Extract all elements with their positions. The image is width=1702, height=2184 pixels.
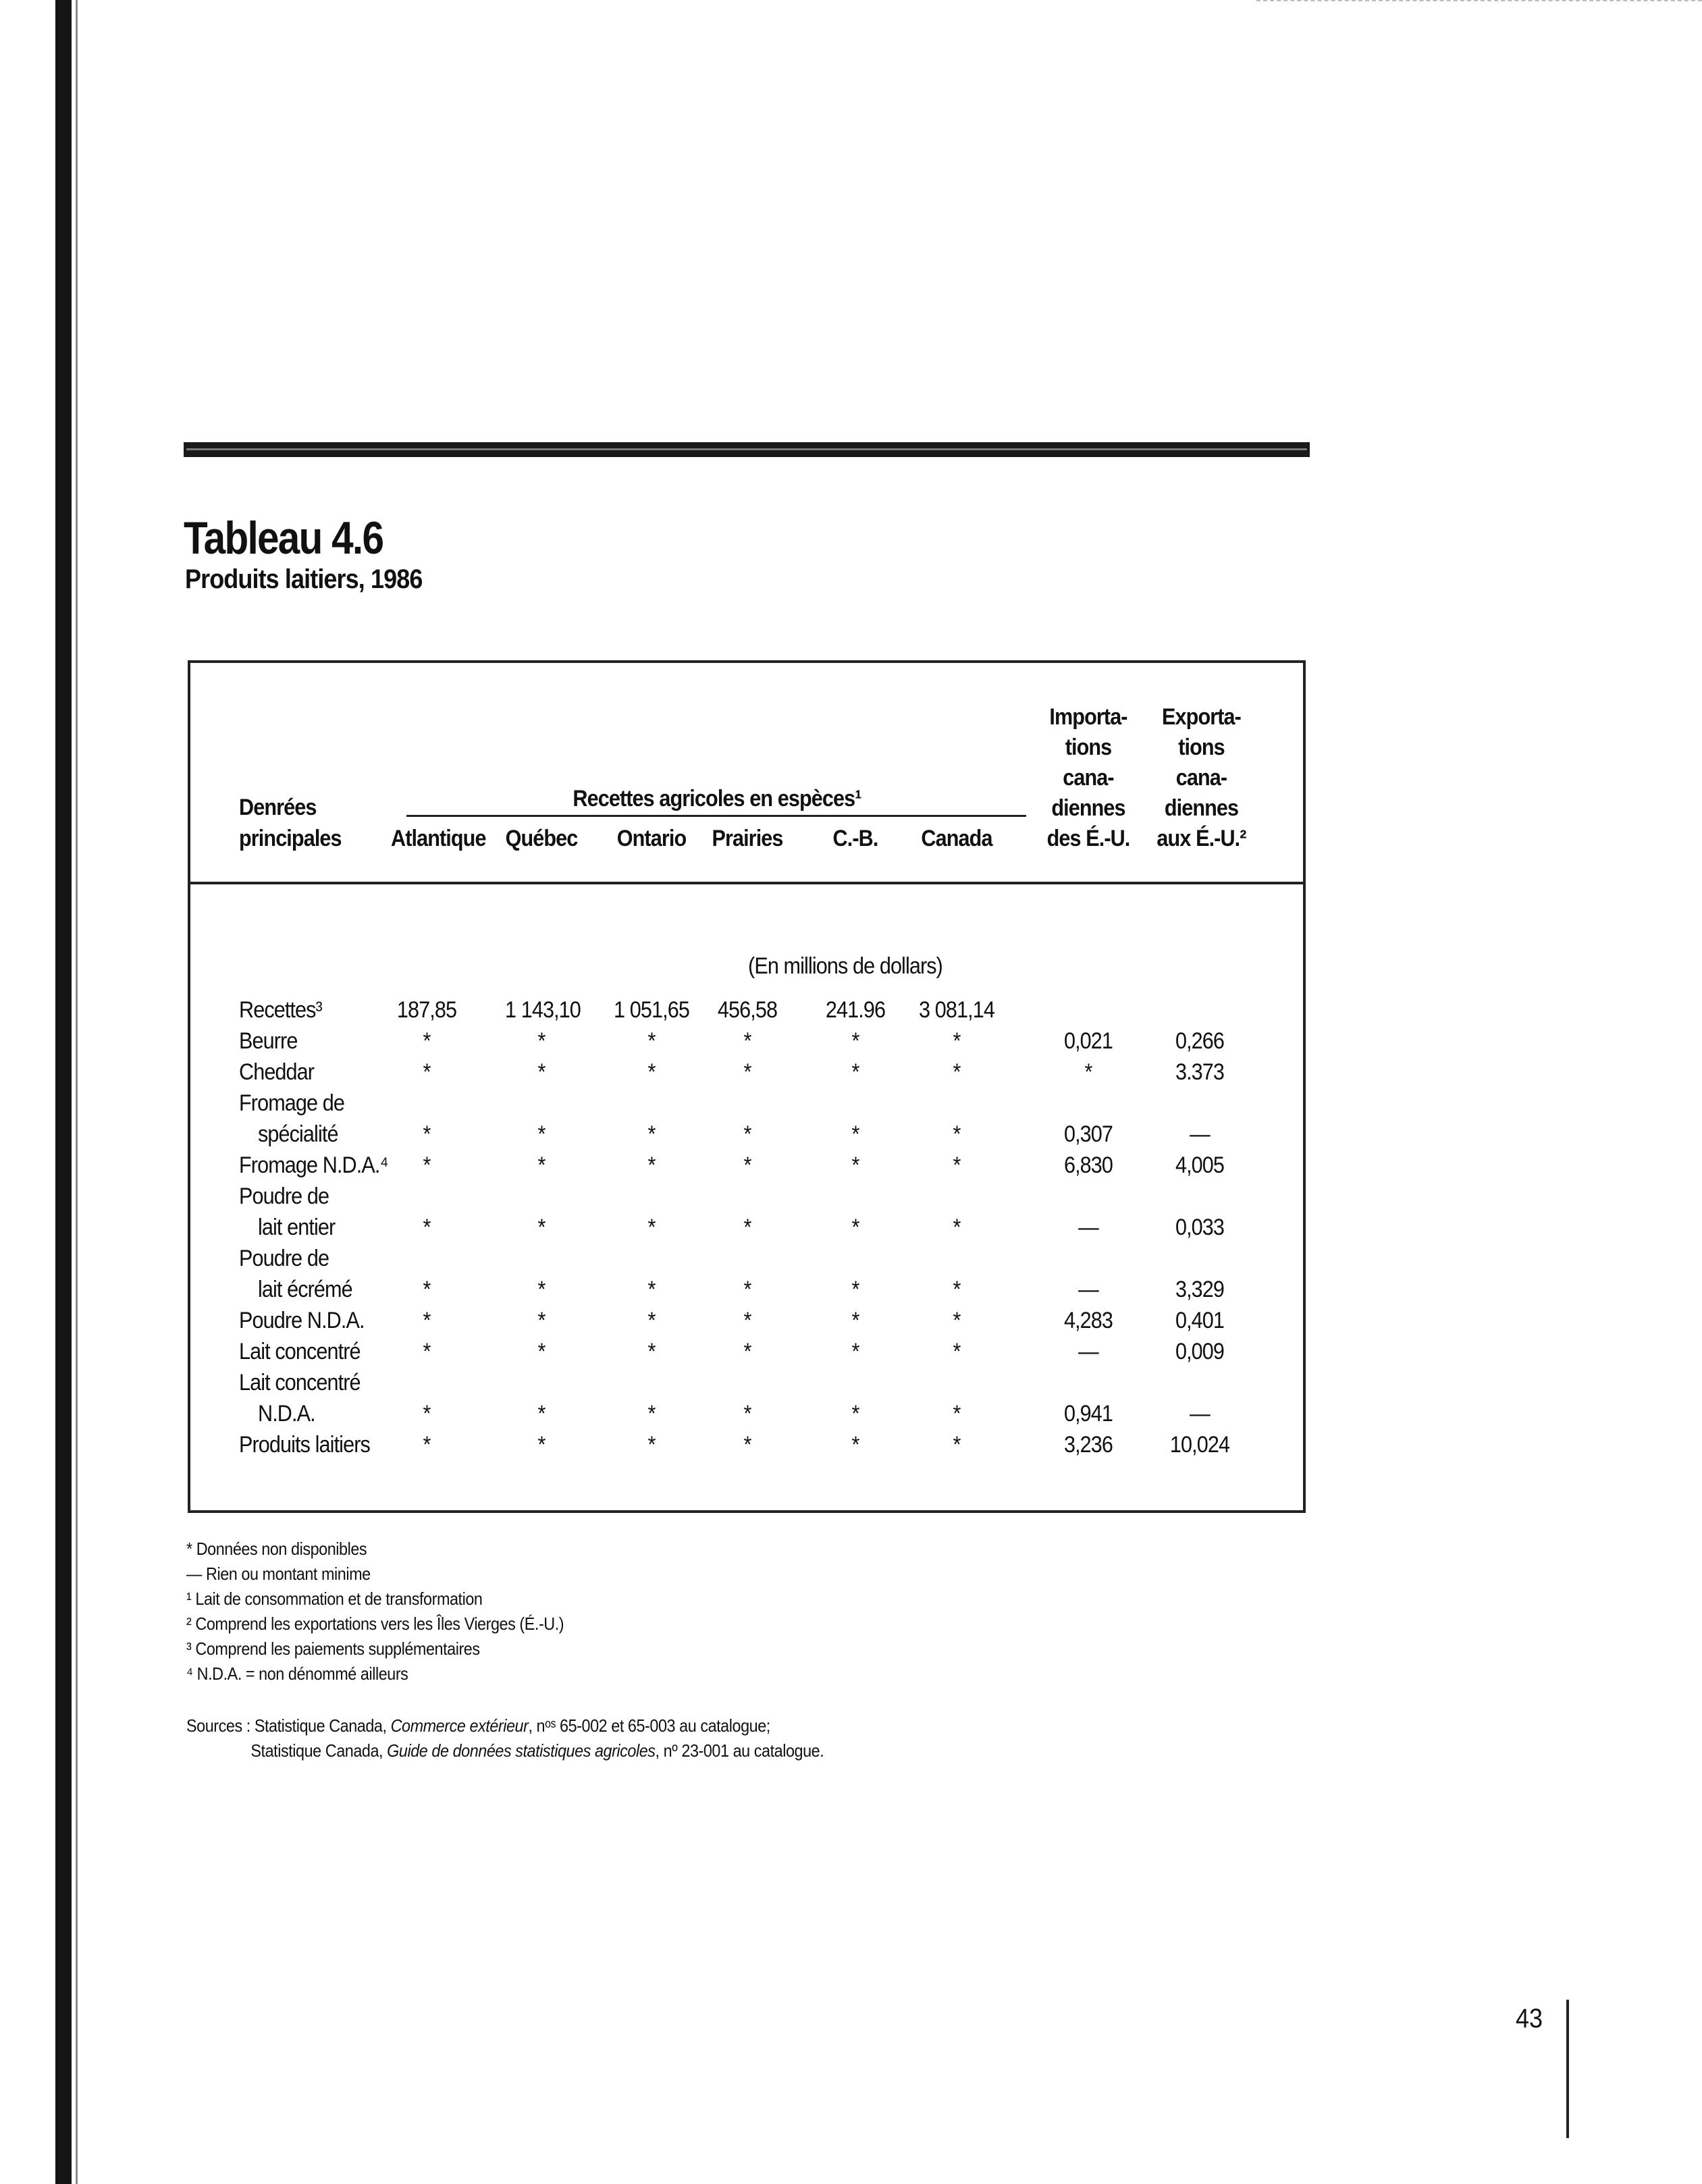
row-label: Fromage de	[239, 1090, 344, 1116]
col-header-ontario: Ontario	[616, 826, 687, 851]
data-table	[188, 660, 1306, 1513]
table-cell: 0,307	[1063, 1121, 1113, 1147]
table-cell: 3,329	[1175, 1277, 1225, 1302]
table-cell: *	[953, 1152, 961, 1178]
binding-line	[76, 0, 78, 2184]
binding-edge	[55, 0, 72, 2184]
unit-label: (En millions de dollars)	[748, 953, 942, 979]
row-label-continued: lait entier	[258, 1215, 336, 1240]
table-cell: 1 143,10	[505, 997, 581, 1023]
table-cell: *	[647, 1339, 656, 1364]
table-cell: *	[851, 1339, 859, 1364]
table-cell: *	[743, 1121, 751, 1147]
table-cell: *	[647, 1432, 656, 1458]
table-cell: *	[423, 1121, 431, 1147]
table-cell: 0,266	[1175, 1028, 1225, 1054]
table-row	[190, 1028, 1303, 1059]
table-row	[190, 1152, 1303, 1183]
table-row	[190, 1308, 1303, 1339]
col-header-commodity-2: principales	[239, 826, 342, 851]
footnotes	[186, 1537, 564, 1686]
table-cell: 0,941	[1063, 1401, 1113, 1427]
scan-artifact	[1256, 0, 1702, 4]
table-cell: *	[851, 1277, 859, 1302]
table-cell: 0,009	[1175, 1339, 1225, 1364]
header-rule	[184, 442, 1310, 457]
row-label: Beurre	[239, 1028, 298, 1054]
row-label: Poudre N.D.A.	[239, 1308, 365, 1333]
table-cell: *	[423, 1339, 431, 1364]
row-label-continued: N.D.A.	[258, 1401, 315, 1427]
table-cell: *	[537, 1059, 546, 1085]
table-cell: 3.373	[1175, 1059, 1225, 1085]
table-cell: *	[423, 1215, 431, 1240]
col-header-commodity-1: Denrées	[239, 795, 317, 820]
table-cell: —	[1078, 1339, 1098, 1364]
col-header-atlantique: Atlantique	[391, 826, 486, 851]
table-cell: 1 051,65	[614, 997, 689, 1023]
table-cell: 6,830	[1063, 1152, 1113, 1178]
table-cell: *	[647, 1059, 656, 1085]
footnote: — Rien ou montant minime	[186, 1564, 371, 1584]
table-cell: *	[647, 1401, 656, 1427]
table-cell: *	[423, 1308, 431, 1333]
table-cell: 456,58	[717, 997, 778, 1023]
row-label: Poudre de	[239, 1246, 329, 1271]
table-row	[190, 1432, 1303, 1463]
table-cell: 10,024	[1169, 1432, 1230, 1458]
table-cell: —	[1190, 1121, 1210, 1147]
row-label: Fromage N.D.A.⁴	[239, 1152, 388, 1178]
table-cell: *	[743, 1152, 751, 1178]
table-cell: *	[537, 1028, 546, 1054]
table-cell: —	[1190, 1401, 1210, 1427]
table-cell: *	[423, 1059, 431, 1085]
col-header-imports: Importa- tions cana- diennes des É.-U.	[1046, 704, 1130, 851]
row-label: Produits laitiers	[239, 1432, 370, 1458]
table-title: Tableau 4.6	[184, 512, 383, 564]
table-cell: *	[953, 1215, 961, 1240]
table-cell: *	[851, 1401, 859, 1427]
col-header-quebec: Québec	[505, 826, 578, 851]
table-cell: *	[953, 1401, 961, 1427]
col-header-exports: Exporta- tions cana- diennes aux É.-U.²	[1156, 704, 1246, 851]
source-line-2: Statistique Canada, Guide de données statistiques agricoles, nº 23-001 au catalogue.	[250, 1740, 824, 1761]
table-cell: *	[647, 1152, 656, 1178]
table-cell: *	[743, 1028, 751, 1054]
page-number-rule	[1566, 2000, 1569, 2138]
row-label: Cheddar	[239, 1059, 315, 1085]
table-cell: *	[647, 1308, 656, 1333]
table-cell: *	[953, 1432, 961, 1458]
table-cell: *	[537, 1152, 546, 1178]
table-cell: *	[423, 1432, 431, 1458]
table-cell: *	[1084, 1059, 1092, 1085]
table-cell: *	[423, 1028, 431, 1054]
table-cell: *	[647, 1277, 656, 1302]
table-cell: *	[953, 1028, 961, 1054]
col-header-prairies: Prairies	[712, 826, 783, 851]
source-line-1: Sources : Statistique Canada, Commerce extérieur, nᵒˢ 65-002 et 65-003 au catalogue;	[186, 1715, 770, 1736]
table-cell: *	[743, 1215, 751, 1240]
table-cell: *	[537, 1121, 546, 1147]
table-cell: 4,005	[1175, 1152, 1225, 1178]
row-label: Recettes³	[239, 997, 322, 1023]
table-row	[190, 997, 1303, 1028]
row-label-continued: spécialité	[258, 1121, 338, 1147]
table-cell: *	[743, 1059, 751, 1085]
table-cell: *	[537, 1339, 546, 1364]
table-cell: *	[647, 1121, 656, 1147]
table-cell: *	[743, 1277, 751, 1302]
row-label-continued: lait écrémé	[258, 1277, 352, 1302]
table-row	[190, 1370, 1303, 1427]
table-cell: *	[423, 1401, 431, 1427]
table-cell: *	[647, 1028, 656, 1054]
table-cell: *	[851, 1152, 859, 1178]
table-row	[190, 1339, 1303, 1370]
table-cell: *	[851, 1308, 859, 1333]
table-cell: 3 081,14	[919, 997, 994, 1023]
table-row	[190, 1183, 1303, 1240]
table-cell: *	[537, 1277, 546, 1302]
sources	[186, 1713, 824, 1763]
table-cell: *	[851, 1432, 859, 1458]
table-cell: *	[851, 1121, 859, 1147]
row-label: Poudre de	[239, 1183, 329, 1209]
header-divider	[190, 882, 1303, 884]
table-cell: *	[743, 1308, 751, 1333]
table-cell: *	[743, 1432, 751, 1458]
footnote: * Données non disponibles	[186, 1539, 367, 1559]
table-cell: *	[851, 1059, 859, 1085]
table-cell: *	[953, 1339, 961, 1364]
table-cell: 241.96	[825, 997, 886, 1023]
col-group-rule	[406, 815, 1026, 817]
table-cell: *	[743, 1339, 751, 1364]
table-cell: 3,236	[1063, 1432, 1113, 1458]
table-cell: —	[1078, 1277, 1098, 1302]
footnote: ¹ Lait de consommation et de transformation	[186, 1589, 483, 1609]
footnote: ² Comprend les exportations vers les Îles Vierges (É.-U.)	[186, 1614, 564, 1634]
table-cell: 0,021	[1063, 1028, 1113, 1054]
table-cell: 0,033	[1175, 1215, 1225, 1240]
table-cell: *	[953, 1121, 961, 1147]
page-number: 43	[1516, 2004, 1543, 2033]
table-cell: *	[647, 1215, 656, 1240]
col-header-cb: C.-B.	[832, 826, 878, 851]
table-cell: *	[537, 1432, 546, 1458]
table-cell: *	[743, 1401, 751, 1427]
table-cell: 187,85	[396, 997, 457, 1023]
table-cell: 0,401	[1175, 1308, 1225, 1333]
table-cell: *	[953, 1308, 961, 1333]
table-row	[190, 1059, 1303, 1090]
table-row	[190, 1090, 1303, 1147]
col-group-header: Recettes agricoles en espèces¹	[573, 786, 861, 811]
table-cell: *	[851, 1028, 859, 1054]
table-subtitle: Produits laitiers, 1986	[185, 564, 423, 594]
table-cell: *	[537, 1401, 546, 1427]
table-cell: 4,283	[1063, 1308, 1113, 1333]
footnote: ⁴ N.D.A. = non dénommé ailleurs	[186, 1663, 408, 1684]
table-cell: —	[1078, 1215, 1098, 1240]
table-cell: *	[953, 1277, 961, 1302]
footnote: ³ Comprend les paiements supplémentaires	[186, 1639, 480, 1659]
table-cell: *	[537, 1308, 546, 1333]
col-header-canada: Canada	[921, 826, 992, 851]
table-cell: *	[953, 1059, 961, 1085]
row-label: Lait concentré	[239, 1339, 361, 1364]
table-cell: *	[423, 1152, 431, 1178]
table-cell: *	[423, 1277, 431, 1302]
table-cell: *	[851, 1215, 859, 1240]
row-label: Lait concentré	[239, 1370, 361, 1395]
table-cell: *	[537, 1215, 546, 1240]
table-row	[190, 1246, 1303, 1302]
